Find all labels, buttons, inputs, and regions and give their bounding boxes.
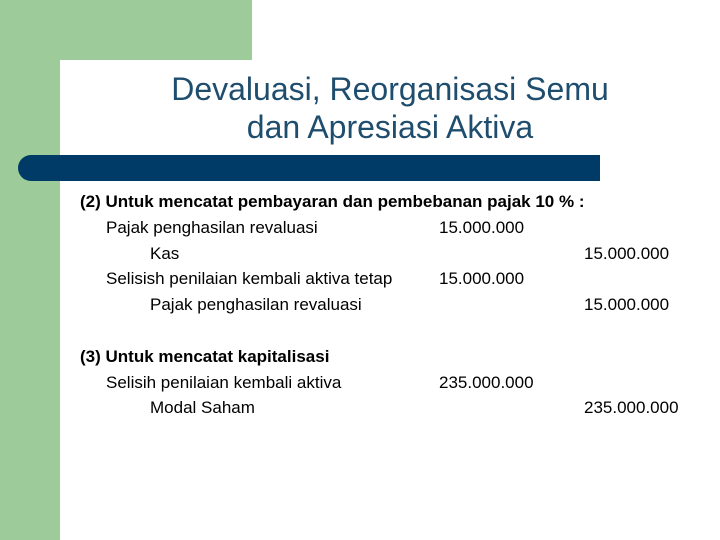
entry-credit: 15.000.000	[584, 244, 670, 263]
entry-account: Kas	[150, 244, 180, 263]
entry-debit: 15.000.000	[439, 269, 525, 288]
title-divider-bar	[18, 155, 600, 181]
entry-account: Pajak penghasilan revaluasi	[106, 218, 318, 237]
entry-credit: 235.000.000	[584, 398, 679, 417]
section-2-heading: (2) Untuk mencatat pembayaran dan pembebanan pajak 10 % :	[80, 192, 585, 211]
entry-debit: 15.000.000	[439, 218, 525, 237]
green-side-band	[0, 0, 60, 540]
entry-account: Modal Saham	[150, 398, 255, 417]
entry-debit: 235.000.000	[439, 373, 534, 392]
entry-account: Pajak penghasilan revaluasi	[150, 295, 362, 314]
green-top-band	[60, 0, 252, 60]
title-line-1: Devaluasi, Reorganisasi Semu	[171, 71, 609, 107]
entry-account: Selisish penilaian kembali aktiva tetap	[106, 269, 393, 288]
title-line-2: dan Apresiasi Aktiva	[246, 109, 534, 145]
entry-credit: 15.000.000	[584, 295, 670, 314]
entry-account: Selisih penilaian kembali aktiva	[106, 373, 342, 392]
slide-title	[100, 70, 680, 146]
section-3-heading: (3) Untuk mencatat kapitalisasi	[80, 347, 330, 366]
rounded-corner	[60, 60, 100, 100]
